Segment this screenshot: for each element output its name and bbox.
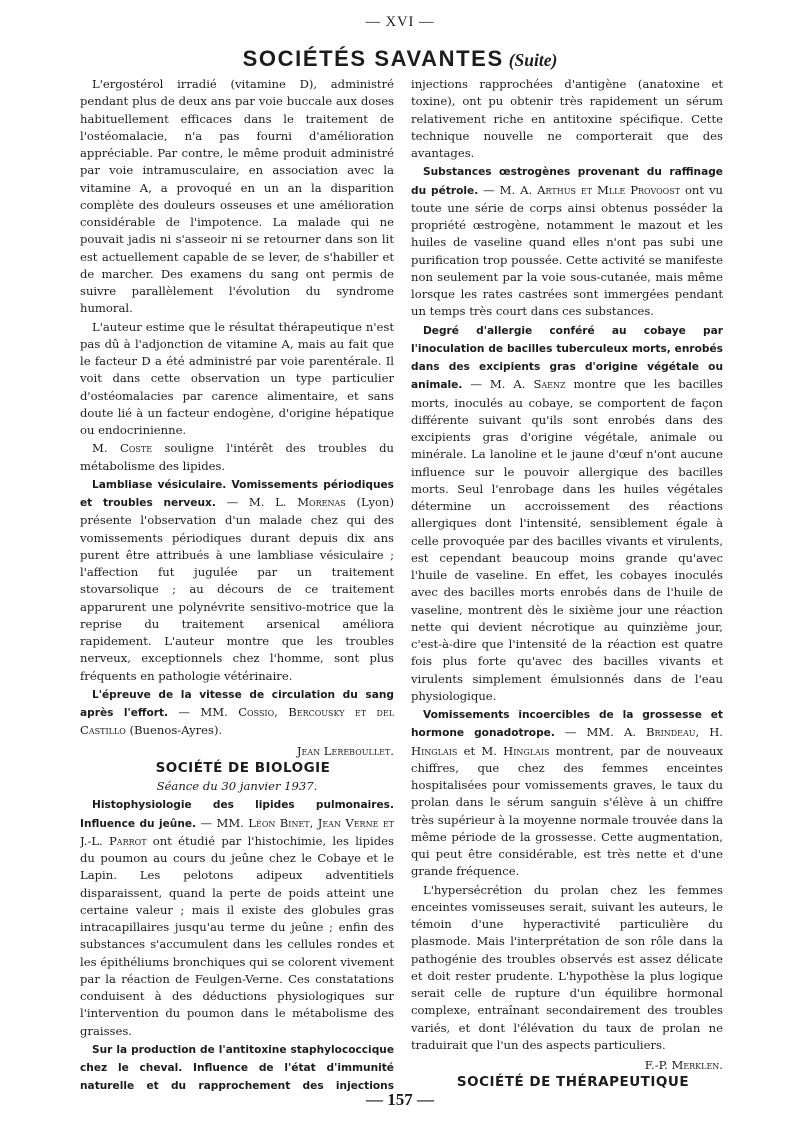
paragraph xyxy=(80,796,394,1040)
paragraph-text: ont vu toute une série de corps ainsi obtenus posséder la propriété œstrogène, notamment le mazout et les huiles de vaseline quand elles n'ont pas subi une purification trop poussée. Cette activité se manifeste non seulement par la voie sous-cutanée, mais même lorsque les rates castrées sont immergées pendant un temps très court dans ces substances. xyxy=(411,182,723,319)
article-heading: Degré d'allergie conféré au cobaye par l'inoculation de bacilles tuberculeux morts, enrobés dans des excipients gras d'origine végétale ou animale. xyxy=(411,324,723,392)
paragraph-text: souligne l'intérêt des troubles du métabolisme des lipides. xyxy=(80,441,394,473)
page-number: — 157 — xyxy=(366,1090,434,1109)
paragraph-text: montre que les bacilles morts, inoculés au cobaye, se comportent de façon différente suivant qu'ils sont enrobés dans des excipients gras d'origine végétale, animale ou minérale. La lanoline et le jaune d'œuf n'ont aucune influence sur le pouvoir allergique des bacilles morts. Seul l'enrobage dans les huiles végétales détermine un accroissement des réactions allergiques dont l'intensité, sensiblement égale à celle provoquée par des bacilles vivants et virulents, est cependant beaucoup moins grande qu'avec l'huile de vaseline. En effet, les cobayes inoculés avec des bacilles morts enrobés dans de l'huile de vaseline, montrent dès le sixième jour une réaction nette qui devient nécrotique au quinzième jour, c'est-à-dire que l'intensité de la réaction est quatre fois plus forte qu'avec des bacilles vivants et virulents simplement émulsionnés dans de l'eau physiologique. xyxy=(411,377,723,703)
section-title: SOCIÉTÉS SAVANTES xyxy=(242,46,504,71)
page-title xyxy=(0,46,800,72)
paragraph-text: montrent, par de nouveaux chiffres, que chez des femmes enceintes hospitalisées pour vomissements graves, le taux du prolan dans le sérum sanguin s'élève à un chiffre très supérieur à la moyenne normale trouvée dans la même période de la grossesse. Cette augmentation, qui peut être considérable, est très nette et d'une grande fréquence. xyxy=(411,743,723,879)
signature: Jean Lereboullet. xyxy=(296,743,394,758)
paragraph-text: — MM. xyxy=(168,705,239,719)
author-name: Hinglais xyxy=(503,743,550,758)
author-name: Cossio, Bercousky et del Castillo xyxy=(80,705,394,738)
paragraph-text: ont étudié par l'histochimie, les lipides du poumon au cours du jeûne chez le Cobaye et le Lapin. Les pelotons adipeux adventitiels disparaissent, quand la perte de poids atteint une certaine valeur ; mais il existe des globules gras intracapillaires jusqu'au terme du jeûne ; enfin des substances s'accumulent dans les cellules rondes et les épithéliums bronchiques qui se colorent vivement par la réaction de Feulgen-Verne. Ces constatations conduisent à des déductions physiologiques sur l'intervention du poumon dans le métabolisme des graisses. xyxy=(80,833,394,1038)
paragraph xyxy=(411,706,723,881)
article-heading: Lambliase vésiculaire. Vomissements périodiques et troubles nerveux. xyxy=(80,478,394,509)
article-heading: Vomissements incoercibles de la grossesse et hormone gonadotrope. xyxy=(411,709,723,740)
page-header-folio: — XVI — xyxy=(365,14,435,30)
paragraph: L'ergostérol irradié (vitamine D), administré pendant plus de deux ans par voie buccale aux doses habituellement efficaces dans le traitement de l'ostéomalacie, n'a pas fourni d'amélioration appréciable. Par contre, le même produit administré par voie intramusculaire, en association avec la vitamine A, a provoqué en un an la disparition complète des douleurs osseuses et une amélioration considérable de l'impotence. La malade qui ne pouvait jadis ni s'asseoir ni se retourner dans son lit est actuellement capable de se lever, de s'habiller et de marcher. Des examens du sang ont permis de suivre parallèlement l'évolution du syndrome humoral. xyxy=(80,77,394,316)
society-heading: SOCIÉTÉ DE THÉRAPEUTIQUE xyxy=(456,1074,690,1091)
society-heading: SOCIÉTÉ DE BIOLOGIE xyxy=(155,759,331,776)
author-name: M. Coste xyxy=(92,441,153,456)
article-heading: Sur la production de l'antitoxine staphylococcique chez le cheval. Influence de l'état d'immunité naturelle et du rapprochement des injections xyxy=(80,1043,394,1092)
author-name: Léon Binet, Jean Verne et J.-L. Parrot xyxy=(80,815,394,848)
paragraph xyxy=(80,1041,394,1092)
session-date: Séance du 30 janvier 1937. xyxy=(156,779,318,793)
paragraph-text: — M. A. xyxy=(462,377,534,392)
paragraph xyxy=(411,163,723,320)
article-heading: Substances œstrogènes provenant du raffinage du pétrole. xyxy=(411,166,723,197)
paragraph-text: (Buenos-Ayres). xyxy=(125,723,223,738)
signature: F.-P. Merklen. xyxy=(644,1058,723,1072)
right-column xyxy=(411,76,723,1092)
paragraph: L'hypersécrétion du prolan chez les femmes enceintes vomisseuses serait, suivant les auteurs, le témoin d'une hyperactivité particulière du plasmode. Mais l'interprétation de son rôle dans la pathogénie des troubles observés est assez délicate et doit rester prudente. L'hypothèse la plus logique serait celle de rupture d'un équilibre hormonal complexe, entraînant secondairement des troubles variés, et dont l'élévation du taux de prolan ne traduirait que l'un des aspects particuliers. xyxy=(411,882,723,1052)
author-name: Arthus et Mlle Provoost xyxy=(537,182,681,197)
article-heading: Histophysiologie des lipides pulmonaires. Influence du jeûne. xyxy=(80,799,394,830)
paragraph-text: — MM. xyxy=(554,725,624,740)
paragraph xyxy=(411,322,723,706)
paragraph-text: — M. L. xyxy=(215,495,298,509)
left-column xyxy=(80,76,394,1092)
paragraph-text: (Lyon) présente l'observation d'un malade chez qui des vomissements périodiques durant depuis dix ans purent être attribués à une lambliase vésiculaire ; l'affection fut jugulée par un traitement stovarsolique ; au décours de ce traitement apparurent une polynévrite sensitivo-motrice que la reprise du traitement arsenical améliora rapidement. L'auteur montre que les troubles nerveux, exceptionnels chez l'homme, sont plus fréquents en pathologie vétérinaire. xyxy=(80,495,394,683)
article-heading: L'épreuve de la vitesse de circulation du sang après l'effort. xyxy=(80,688,394,719)
paragraph-text: et M. xyxy=(457,743,504,758)
paragraph-text: — MM. xyxy=(196,815,249,830)
paragraph xyxy=(80,440,394,475)
paragraph: injections rapprochées d'antigène (anatoxine et toxine), ont pu obtenir très rapidement un sérum relativement riche en antitoxine spécifique. Cette technique nouvelle ne comporterait que des avantages. xyxy=(411,77,723,160)
paragraph-text: — M. A. xyxy=(478,182,538,197)
author-name: Morenas xyxy=(297,495,346,509)
paragraph: L'auteur estime que le résultat thérapeutique n'est pas dû à l'adjonction de vitamine A, mais au fait que le facteur D a été administré par voie parentérale. Il voit dans cette observation un type particulier d'ostéomalacies par carence alimentaire, et sans doute lié à un facteur endogène, d'origine hépatique ou endocrinienne. xyxy=(80,319,394,437)
author-name: Saenz xyxy=(533,377,566,392)
paragraph xyxy=(80,686,394,740)
author-name: A. Brindeau, H. Hinglais xyxy=(411,725,723,758)
section-title-suite: (Suite) xyxy=(508,50,558,70)
paragraph xyxy=(80,476,394,685)
